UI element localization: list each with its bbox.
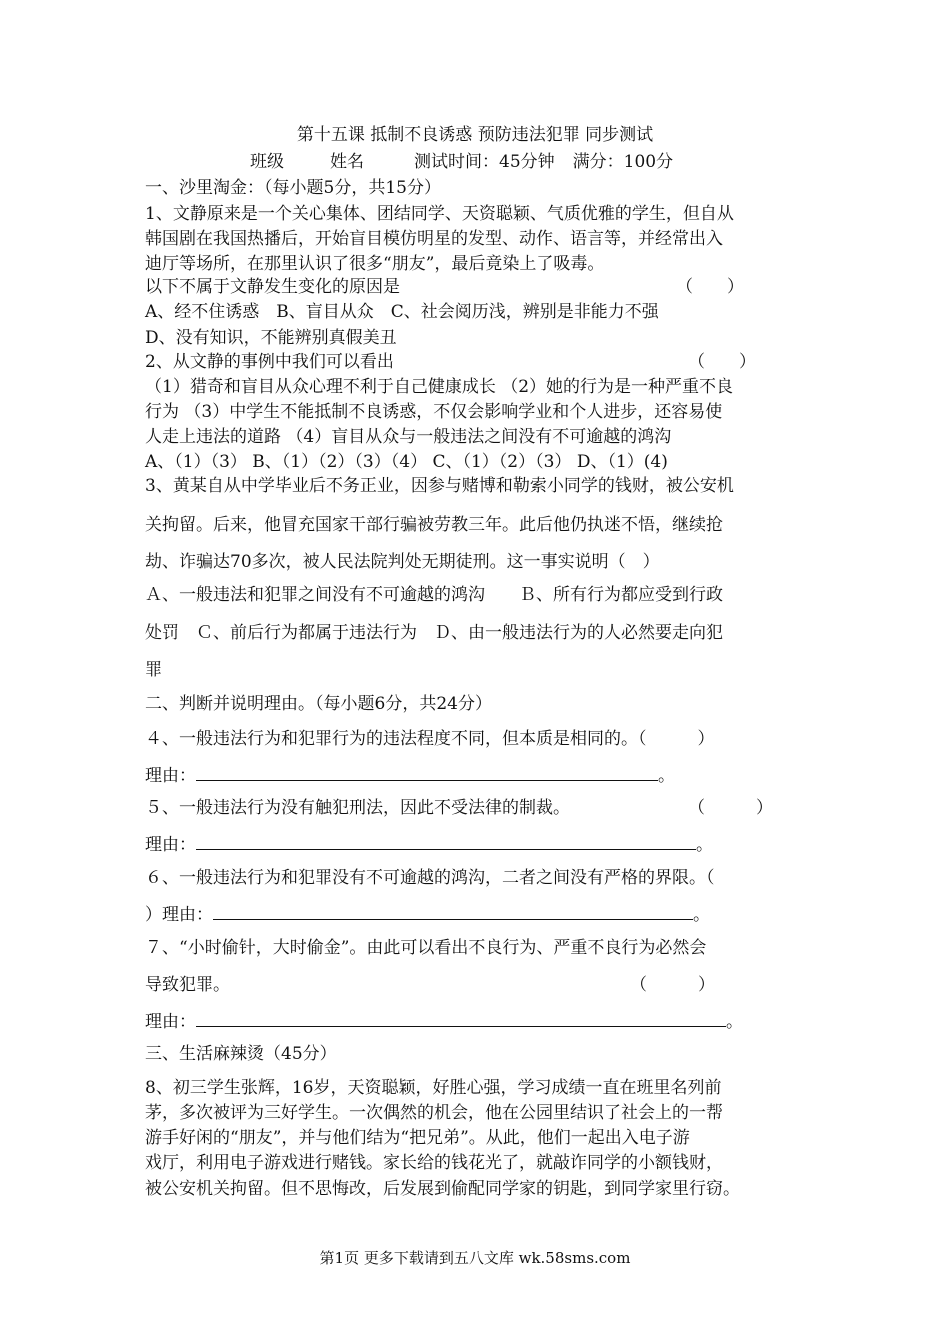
q8-line-3: 游手好闲的“朋友”，并与他们结为“把兄弟”。从此，他们一起出入电子游 — [145, 1128, 690, 1148]
q6-answer-blank[interactable] — [213, 903, 693, 920]
q4-reason-label: 理由： — [145, 766, 196, 786]
q7-reason-label: 理由： — [145, 1012, 196, 1032]
q4-text: ４、一般违法行为和犯罪行为的违法程度不同，但本质是相同的。（ ） — [145, 729, 715, 749]
section-2-heading: 二、判断并说明理由。（每小题6分，共24分） — [145, 694, 492, 714]
q1-line-2: 韩国剧在我国热播后，开始盲目模仿明星的发型、动作、语言等，并经常出入 — [145, 229, 723, 249]
q1-option-d: D、没有知识，不能辨别真假美丑 — [145, 328, 397, 348]
q5-answer-bracket: （ ） — [688, 798, 773, 818]
q6-text: ６、一般违法行为和犯罪没有不可逾越的鸿沟，二者之间没有严格的界限。（ — [145, 868, 715, 888]
q3-line-6: 罪 — [145, 660, 162, 680]
q2-line-1: 2、从文静的事例中我们可以看出 — [145, 352, 394, 372]
section-3-heading: 三、生活麻辣烫（45分） — [145, 1044, 337, 1064]
q8-line-5: 被公安机关拘留。但不思悔改，后发展到偷配同学家的钥匙，到同学家里行窃。 — [145, 1179, 740, 1199]
q2-line-2: （1）猎奇和盲目从众心理不利于自己健康成长 （2）她的行为是一种严重不良 — [145, 377, 734, 397]
q3-line-3: 劫、诈骗达70多次，被人民法院判处无期徒刑。这一事实说明（ ） — [145, 552, 660, 572]
q3-line-2: 关拘留。后来，他冒充国家干部行骗被劳教三年。此后他仍执迷不悟，继续抢 — [145, 515, 723, 535]
q1-answer-bracket: （ ） — [676, 277, 744, 297]
q8-line-4: 戏厅，利用电子游戏进行赌钱。家长给的钱花光了，就敲诈同学的小额钱财， — [145, 1153, 723, 1173]
q3-line-1: 3、黄某自从中学毕业后不务正业，因参与赌博和勒索小同学的钱财，被公安机 — [145, 476, 734, 496]
q7-answer-blank[interactable] — [196, 1010, 726, 1027]
q5-reason-line — [145, 833, 713, 856]
q7-reason-line — [145, 1010, 743, 1033]
class-label: 班级 — [250, 152, 284, 172]
q4-answer-blank[interactable] — [196, 764, 658, 781]
q2-answer-bracket: （ ） — [688, 352, 756, 372]
q7-answer-bracket: （ ） — [630, 975, 715, 995]
q2-line-3: 行为 （3）中学生不能抵制不良诱惑，不仅会影响学业和个人进步，还容易使 — [145, 402, 723, 422]
q6-reason-line — [145, 903, 710, 926]
full-score: 满分：100分 — [572, 152, 674, 172]
q5-answer-blank[interactable] — [196, 833, 696, 850]
q7-period: 。 — [726, 1012, 743, 1032]
name-label: 姓名 — [330, 152, 364, 172]
test-time: 测试时间：45分钟 — [414, 152, 555, 172]
section-1-heading: 一、沙里淘金：（每小题5分，共15分） — [145, 178, 441, 198]
q8-line-1: 8、初三学生张辉，16岁，天资聪颖，好胜心强，学习成绩一直在班里名列前 — [145, 1078, 722, 1098]
q1-line-1: 1、文静原来是一个关心集体、团结同学、天资聪颖、气质优雅的学生，但自从 — [145, 204, 734, 224]
q2-line-4: 人走上违法的道路 （4）盲目从众与一般违法之间没有不可逾越的鸿沟 — [145, 427, 672, 447]
q4-period: 。 — [658, 766, 675, 786]
q5-text: ５、一般违法行为没有触犯刑法，因此不受法律的制裁。 — [145, 798, 570, 818]
q1-options-abc: A、经不住诱惑 B、盲目从众 C、社会阅历浅，辨别是非能力不强 — [145, 302, 659, 322]
q5-reason-label: 理由： — [145, 835, 196, 855]
exam-title: 第十五课 抵制不良诱惑 预防违法犯罪 同步测试 — [296, 125, 654, 145]
q1-line-4: 以下不属于文静发生变化的原因是 — [145, 277, 400, 297]
q8-line-2: 茅，多次被评为三好学生。一次偶然的机会，他在公园里结识了社会上的一帮 — [145, 1103, 723, 1123]
q2-options: A、（1）（3） B、（1）（2）（3）（4） C、（1）（2）（3） D、（1）(4) — [145, 452, 668, 472]
q3-line-5: 处罚 Ｃ、前后行为都属于违法行为 Ｄ、由一般违法行为的人必然要走向犯 — [145, 623, 723, 643]
q7-line-1: ７、“小时偷针，大时偷金”。由此可以看出不良行为、严重不良行为必然会 — [145, 938, 707, 958]
q1-line-3: 迪厅等场所，在那里认识了很多“朋友”，最后竟染上了吸毒。 — [145, 254, 605, 274]
q7-line-2: 导致犯罪。 — [145, 975, 230, 995]
q5-period: 。 — [696, 835, 713, 855]
q6-reason-label: ）理由： — [145, 905, 213, 925]
q6-period: 。 — [693, 905, 710, 925]
exam-info-line — [250, 151, 673, 173]
q3-line-4: Ａ、一般违法和犯罪之间没有不可逾越的鸿沟 Ｂ、所有行为都应受到行政 — [145, 585, 723, 605]
q4-reason-line — [145, 764, 675, 787]
page-footer: 第1页 更多下载请到五八文库 wk.58sms.com — [319, 1249, 631, 1267]
